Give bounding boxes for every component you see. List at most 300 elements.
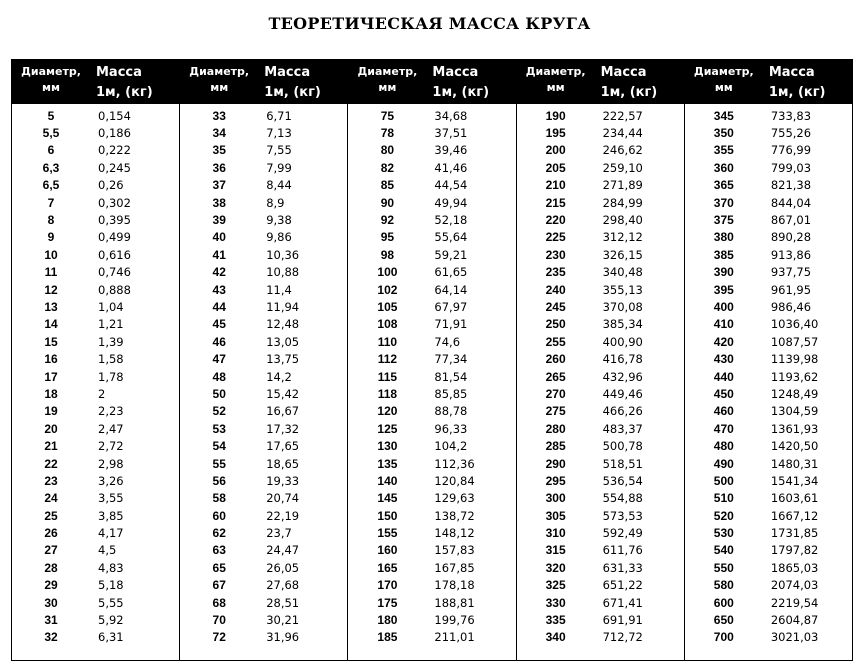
diameter-cell: 360 [713, 160, 734, 175]
table-row [685, 420, 852, 437]
mass-header [769, 63, 826, 103]
mass-cell: 1480,31 [770, 456, 819, 471]
mass-cell: 385,34 [602, 317, 643, 332]
mass-cell: 0,395 [98, 213, 131, 228]
table-row [12, 281, 179, 298]
mass-cell: 1,21 [98, 317, 124, 332]
table-row [180, 298, 347, 315]
mass-cell: 0,746 [98, 265, 131, 280]
diameter-header [348, 64, 426, 96]
diameter-cell: 400 [713, 299, 734, 314]
table-row [180, 611, 347, 628]
mass-cell: 937,75 [770, 265, 812, 280]
table-row [517, 420, 684, 437]
diameter-cell: 47 [212, 352, 226, 367]
diameter-header-line1: Диаметр, [525, 65, 586, 78]
diameter-cell: 245 [545, 299, 566, 314]
diameter-header-line2: мм [714, 81, 733, 94]
mass-cell: 52,18 [434, 213, 468, 228]
table-row [348, 159, 515, 176]
diameter-header-line2: мм [42, 81, 60, 94]
table-row [517, 490, 684, 507]
diameter-cell: 65 [212, 560, 226, 575]
mass-cell: 15,42 [266, 386, 300, 401]
diameter-cell: 165 [377, 560, 398, 575]
mass-header-line1: Масса [264, 65, 311, 80]
mass-cell: 592,49 [602, 526, 643, 541]
diameter-cell: 520 [713, 508, 734, 523]
mass-cell: 961,95 [770, 282, 812, 297]
diameter-cell: 310 [545, 526, 566, 541]
mass-cell: 370,08 [602, 299, 643, 314]
diameter-cell: 10 [44, 247, 58, 262]
table-row [12, 455, 179, 472]
table-row [180, 124, 347, 141]
table-row [180, 316, 347, 333]
table-row [348, 559, 515, 576]
mass-cell: 651,22 [602, 578, 643, 593]
diameter-cell: 6 [47, 143, 55, 158]
table-row [517, 194, 684, 211]
table-row [348, 490, 515, 507]
table-row [12, 559, 179, 576]
mass-cell: 0,154 [98, 108, 131, 123]
table-row [12, 194, 179, 211]
table-row [180, 559, 347, 576]
mass-cell: 167,85 [434, 560, 475, 575]
diameter-cell: 550 [713, 560, 734, 575]
mass-cell: 913,86 [770, 247, 812, 262]
mass-header-line1: Масса [432, 65, 479, 80]
table-row [180, 246, 347, 263]
table-row [348, 229, 515, 246]
column-header [12, 59, 179, 104]
mass-cell: 1603,61 [770, 491, 819, 506]
mass-cell: 12,48 [266, 317, 300, 332]
table-row [685, 177, 852, 194]
table-row [685, 368, 852, 385]
diameter-cell: 52 [212, 404, 226, 419]
mass-cell: 1304,59 [770, 404, 819, 419]
diameter-cell: 21 [44, 439, 58, 454]
table-row [685, 229, 852, 246]
diameter-cell: 5,5 [42, 126, 60, 141]
mass-cell: 22,19 [266, 508, 300, 523]
mass-cell: 631,33 [602, 560, 643, 575]
table-row [685, 559, 852, 576]
mass-cell: 41,46 [434, 160, 468, 175]
table-row [517, 350, 684, 367]
table-row [348, 246, 515, 263]
mass-cell: 1193,62 [770, 369, 819, 384]
mass-cell: 3021,03 [770, 630, 819, 645]
diameter-cell: 6,5 [42, 178, 60, 193]
diameter-cell: 305 [545, 508, 566, 523]
mass-cell: 821,38 [770, 178, 812, 193]
table-row [685, 281, 852, 298]
mass-cell: 27,68 [266, 578, 300, 593]
table-row [517, 611, 684, 628]
mass-cell: 0,222 [98, 143, 131, 158]
table-row [12, 594, 179, 611]
mass-cell: 81,54 [434, 369, 468, 384]
table-row [12, 542, 179, 559]
diameter-cell: 320 [545, 560, 566, 575]
table-row [517, 142, 684, 159]
mass-header-line2: 1м, (кг) [768, 85, 826, 100]
diameter-cell: 340 [545, 630, 566, 645]
mass-cell: 1,58 [98, 352, 124, 367]
diameter-cell: 250 [545, 317, 566, 332]
table-row [685, 577, 852, 594]
diameter-cell: 115 [377, 369, 398, 384]
table-row [517, 333, 684, 350]
table-row [517, 507, 684, 524]
table-row [12, 577, 179, 594]
diameter-cell: 650 [713, 613, 734, 628]
mass-cell: 271,89 [602, 178, 643, 193]
mass-header [264, 63, 321, 103]
table-row [348, 455, 515, 472]
diameter-cell: 7 [47, 195, 55, 210]
table-row [12, 229, 179, 246]
mass-cell: 157,83 [434, 543, 475, 558]
table-row [685, 524, 852, 541]
table-column [517, 59, 685, 660]
mass-cell: 1361,93 [770, 421, 819, 436]
table-row [12, 368, 179, 385]
table-row [685, 124, 852, 141]
diameter-cell: 600 [713, 595, 734, 610]
table-row [685, 629, 852, 646]
diameter-cell: 82 [380, 160, 395, 175]
mass-cell: 30,21 [266, 613, 300, 628]
diameter-cell: 29 [44, 578, 58, 593]
table-row [517, 437, 684, 454]
table-column [685, 59, 853, 660]
mass-cell: 24,47 [266, 543, 300, 558]
table-row [12, 472, 179, 489]
table-row [517, 124, 684, 141]
diameter-cell: 102 [377, 282, 398, 297]
diameter-header-line1: Диаметр, [693, 65, 754, 78]
diameter-cell: 300 [545, 491, 566, 506]
mass-cell: 28,51 [266, 595, 300, 610]
table-row [348, 420, 515, 437]
diameter-cell: 510 [713, 491, 734, 506]
diameter-cell: 500 [713, 473, 734, 488]
table-row [685, 264, 852, 281]
diameter-header [180, 64, 258, 96]
table-row [517, 159, 684, 176]
table-row [180, 107, 347, 124]
diameter-cell: 34 [212, 126, 226, 141]
mass-cell: 222,57 [602, 108, 643, 123]
mass-cell: 755,26 [770, 126, 812, 141]
table-row [12, 350, 179, 367]
mass-cell: 188,81 [434, 595, 475, 610]
diameter-cell: 33 [212, 108, 226, 123]
table-row [348, 577, 515, 594]
mass-cell: 104,2 [434, 439, 468, 454]
table-row [180, 211, 347, 228]
mass-cell: 518,51 [602, 456, 643, 471]
diameter-cell: 90 [380, 195, 395, 210]
diameter-cell: 39 [212, 213, 226, 228]
table-row [685, 333, 852, 350]
diameter-cell: 13 [44, 299, 58, 314]
table-row [348, 298, 515, 315]
mass-cell: 1667,12 [770, 508, 819, 523]
table-row [685, 594, 852, 611]
table-row [12, 124, 179, 141]
mass-cell: 11,94 [266, 299, 300, 314]
diameter-cell: 365 [713, 178, 734, 193]
mass-cell: 112,36 [434, 456, 475, 471]
mass-cell: 67,97 [434, 299, 468, 314]
mass-header [96, 63, 153, 103]
diameter-cell: 27 [44, 543, 58, 558]
diameter-cell: 290 [545, 456, 566, 471]
diameter-cell: 215 [545, 195, 566, 210]
mass-cell: 844,04 [770, 195, 812, 210]
diameter-cell: 48 [212, 369, 226, 384]
diameter-cell: 140 [377, 473, 398, 488]
table-row [517, 264, 684, 281]
diameter-cell: 42 [212, 265, 226, 280]
diameter-header [685, 64, 763, 96]
diameter-cell: 9 [47, 230, 55, 245]
table-row [180, 472, 347, 489]
diameter-cell: 31 [44, 613, 58, 628]
table-row [180, 264, 347, 281]
mass-cell: 0,499 [98, 230, 131, 245]
mass-cell: 120,84 [434, 473, 475, 488]
table-row [348, 368, 515, 385]
diameter-cell: 235 [545, 265, 566, 280]
table-row [685, 437, 852, 454]
mass-cell: 449,46 [602, 386, 643, 401]
diameter-cell: 8 [47, 213, 55, 228]
table-row [180, 577, 347, 594]
diameter-cell: 78 [380, 126, 395, 141]
table-row [517, 107, 684, 124]
mass-cell: 890,28 [770, 230, 812, 245]
mass-cell: 7,99 [266, 160, 292, 175]
mass-cell: 8,44 [266, 178, 292, 193]
diameter-cell: 22 [44, 456, 58, 471]
table-row [348, 142, 515, 159]
diameter-cell: 17 [44, 369, 58, 384]
mass-cell: 64,14 [434, 282, 468, 297]
diameter-cell: 275 [545, 404, 566, 419]
mass-cell: 5,18 [98, 578, 124, 593]
diameter-cell: 55 [212, 456, 226, 471]
diameter-cell: 375 [713, 213, 734, 228]
diameter-cell: 490 [713, 456, 734, 471]
table-row [12, 611, 179, 628]
mass-cell: 59,21 [434, 247, 468, 262]
mass-cell: 712,72 [602, 630, 643, 645]
diameter-cell: 160 [377, 543, 398, 558]
table-row [517, 246, 684, 263]
mass-cell: 31,96 [266, 630, 300, 645]
table-row [517, 455, 684, 472]
table-row [348, 316, 515, 333]
diameter-cell: 530 [713, 526, 734, 541]
table-row [180, 490, 347, 507]
diameter-cell: 6,3 [42, 160, 60, 175]
diameter-cell: 295 [545, 473, 566, 488]
table-row [517, 403, 684, 420]
table-row [348, 107, 515, 124]
diameter-cell: 380 [713, 230, 734, 245]
diameter-cell: 25 [44, 508, 58, 523]
mass-cell: 7,13 [266, 126, 292, 141]
diameter-cell: 130 [377, 439, 398, 454]
table-row [12, 403, 179, 420]
table-row [517, 629, 684, 646]
mass-cell: 178,18 [434, 578, 475, 593]
table-row [12, 333, 179, 350]
table-row [180, 507, 347, 524]
mass-header-line2: 1м, (кг) [600, 85, 658, 100]
mass-cell: 340,48 [602, 265, 643, 280]
diameter-header [517, 64, 595, 96]
table-row [685, 385, 852, 402]
mass-cell: 0,302 [98, 195, 131, 210]
diameter-cell: 220 [545, 213, 566, 228]
diameter-cell: 700 [713, 630, 734, 645]
table-row [180, 437, 347, 454]
diameter-cell: 72 [212, 630, 226, 645]
mass-cell: 554,88 [602, 491, 643, 506]
mass-cell: 416,78 [602, 352, 643, 367]
diameter-cell: 480 [713, 439, 734, 454]
diameter-cell: 26 [44, 526, 58, 541]
mass-cell: 49,94 [434, 195, 468, 210]
diameter-cell: 355 [713, 143, 734, 158]
table-row [12, 629, 179, 646]
diameter-cell: 460 [713, 404, 734, 419]
table-row [12, 385, 179, 402]
table-row [348, 542, 515, 559]
table-row [517, 177, 684, 194]
mass-cell: 11,4 [266, 282, 292, 297]
table-row [348, 472, 515, 489]
table-row [517, 542, 684, 559]
mass-cell: 5,92 [98, 613, 124, 628]
table-row [180, 159, 347, 176]
mass-cell: 5,55 [98, 595, 124, 610]
mass-cell: 4,83 [98, 560, 124, 575]
diameter-cell: 240 [545, 282, 566, 297]
table-row [685, 507, 852, 524]
mass-cell: 2,23 [98, 404, 124, 419]
diameter-cell: 420 [713, 334, 734, 349]
mass-cell: 8,9 [266, 195, 285, 210]
table-row [180, 281, 347, 298]
table-row [12, 264, 179, 281]
diameter-cell: 200 [545, 143, 566, 158]
diameter-cell: 70 [212, 613, 226, 628]
mass-cell: 2,98 [98, 456, 124, 471]
table-row [517, 368, 684, 385]
mass-cell: 88,78 [434, 404, 468, 419]
table-row [180, 403, 347, 420]
diameter-cell: 255 [545, 334, 566, 349]
diameter-cell: 24 [44, 491, 58, 506]
mass-cell: 483,37 [602, 421, 643, 436]
mass-cell: 2,47 [98, 421, 124, 436]
diameter-cell: 36 [212, 160, 226, 175]
diameter-cell: 390 [713, 265, 734, 280]
mass-cell: 611,76 [602, 543, 643, 558]
diameter-cell: 63 [212, 543, 226, 558]
diameter-cell: 270 [545, 386, 566, 401]
table-row [348, 177, 515, 194]
diameter-cell: 205 [545, 160, 566, 175]
table-row [348, 507, 515, 524]
diameter-cell: 260 [545, 352, 566, 367]
mass-cell: 3,55 [98, 491, 124, 506]
table-row [180, 420, 347, 437]
table-column [12, 59, 180, 660]
table-row [12, 524, 179, 541]
diameter-cell: 32 [44, 630, 58, 645]
table-row [685, 490, 852, 507]
diameter-cell: 80 [380, 143, 395, 158]
mass-cell: 13,75 [266, 352, 300, 367]
table-row [348, 403, 515, 420]
diameter-cell: 185 [377, 630, 398, 645]
table-row [517, 281, 684, 298]
table-row [517, 594, 684, 611]
diameter-cell: 450 [713, 386, 734, 401]
diameter-cell: 46 [212, 334, 226, 349]
table-row [517, 385, 684, 402]
mass-cell: 71,91 [434, 317, 468, 332]
table-row [180, 194, 347, 211]
mass-cell: 776,99 [770, 143, 812, 158]
mass-cell: 0,26 [98, 178, 124, 193]
diameter-header-line1: Диаметр, [21, 65, 81, 78]
diameter-header-line1: Диаметр, [357, 65, 418, 78]
mass-cell: 7,55 [266, 143, 292, 158]
mass-cell: 17,32 [266, 421, 300, 436]
diameter-cell: 14 [44, 317, 58, 332]
table-row [12, 177, 179, 194]
mass-cell: 3,85 [98, 508, 124, 523]
table-row [685, 350, 852, 367]
mass-header-line1: Масса [96, 65, 142, 80]
mass-cell: 1248,49 [770, 386, 819, 401]
mass-cell: 10,88 [266, 265, 300, 280]
mass-cell: 355,13 [602, 282, 643, 297]
mass-header-line2: 1м, (кг) [432, 85, 490, 100]
mass-cell: 9,38 [266, 213, 292, 228]
mass-cell: 1,78 [98, 369, 124, 384]
diameter-cell: 180 [377, 613, 398, 628]
diameter-cell: 370 [713, 195, 734, 210]
diameter-cell: 325 [545, 578, 566, 593]
diameter-cell: 92 [380, 213, 395, 228]
mass-header-line1: Масса [768, 65, 815, 80]
table-row [12, 420, 179, 437]
mass-cell: 44,54 [434, 178, 468, 193]
mass-cell: 77,34 [434, 352, 468, 367]
diameter-cell: 155 [377, 526, 398, 541]
